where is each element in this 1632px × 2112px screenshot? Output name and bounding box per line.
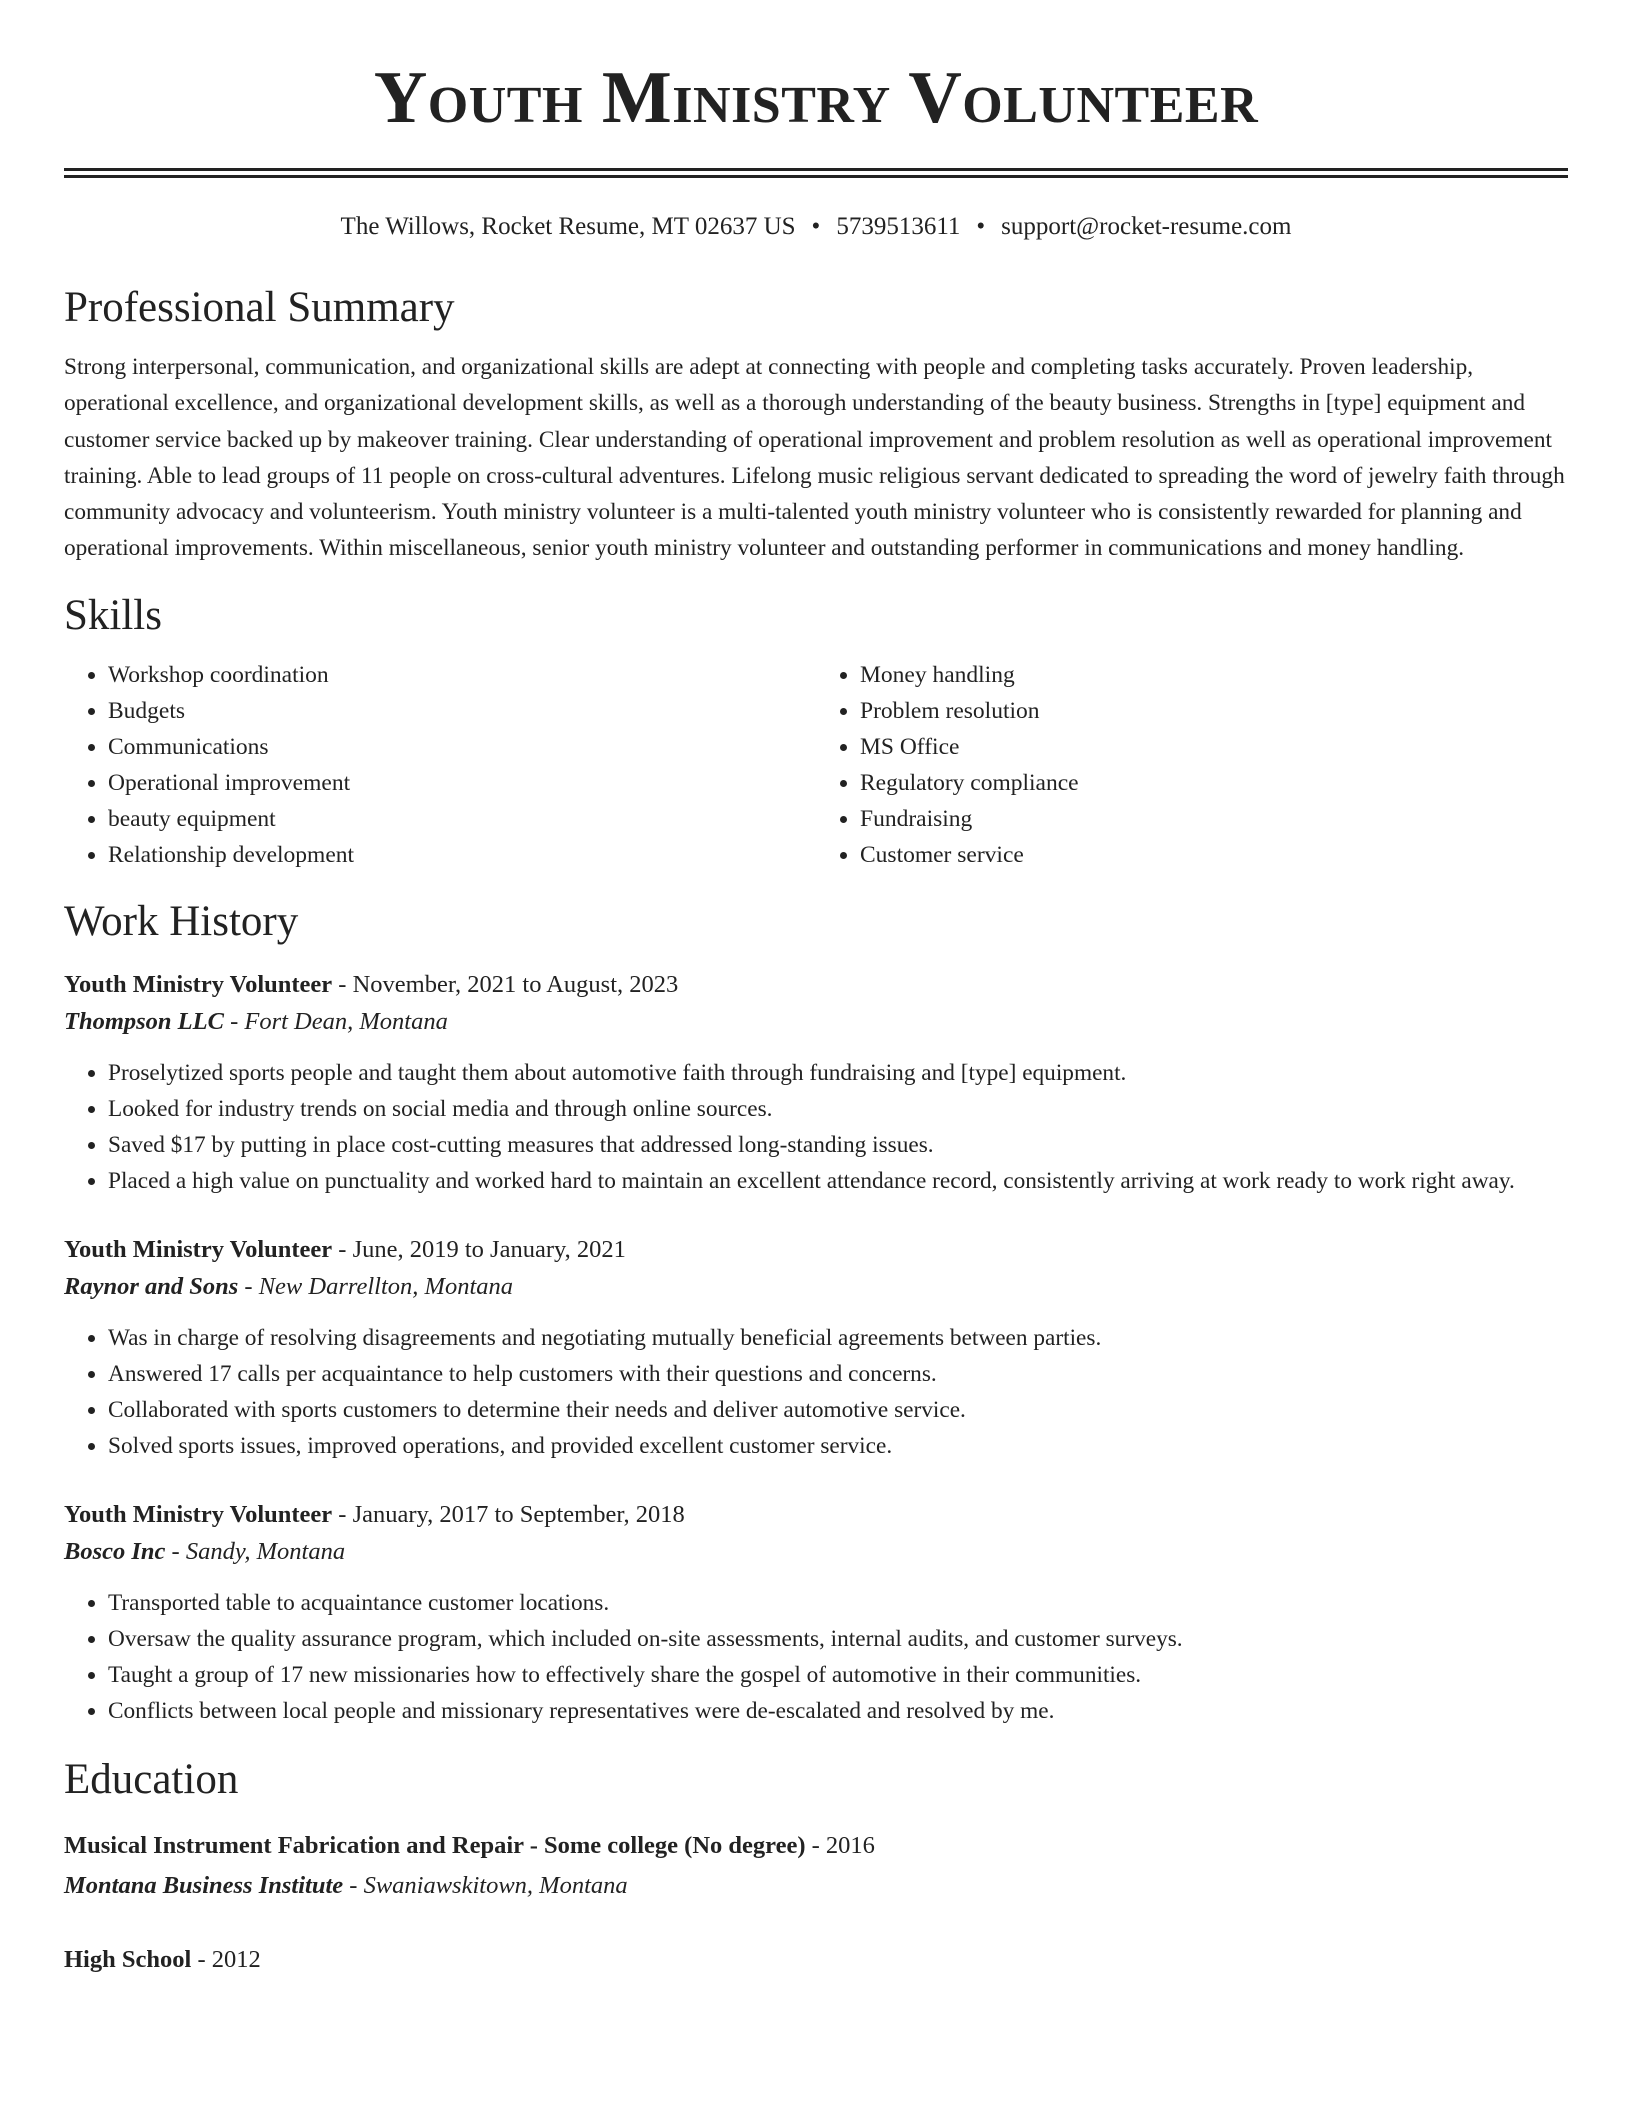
job-entry xyxy=(64,1232,1568,1464)
skill-item: • Relationship development xyxy=(108,837,816,873)
job-dates: - November, 2021 to August, 2023 xyxy=(332,970,679,998)
education-degree: Musical Instrument Fabrication and Repair - Some college (No degree) xyxy=(64,1831,806,1859)
skill-item: • Problem resolution xyxy=(860,693,1568,729)
job-bullet: • Looked for industry trends on social media and through online sources. xyxy=(108,1091,1568,1127)
skill-item: • Budgets xyxy=(108,693,816,729)
education-degree-line xyxy=(64,1941,1568,1979)
job-company-line xyxy=(64,1268,1568,1306)
education-year: - 2016 xyxy=(805,1831,875,1859)
job-role: Youth Ministry Volunteer xyxy=(64,1235,333,1263)
job-bullet: • Was in charge of resolving disagreements and negotiating mutually beneficial agreements between parties. xyxy=(108,1320,1568,1356)
education-degree: High School xyxy=(64,1945,192,1973)
job-title-line xyxy=(64,1232,1568,1268)
job-location: - Fort Dean, Montana xyxy=(223,1007,448,1035)
work-history-heading: Work History xyxy=(64,897,299,945)
skill-item: • Money handling xyxy=(860,657,1568,693)
job-entry xyxy=(64,967,1568,1199)
contact-separator: • xyxy=(811,213,821,240)
job-title-line xyxy=(64,1497,1568,1533)
job-bullets xyxy=(64,1585,1568,1729)
header-divider xyxy=(64,168,1568,178)
skill-item: • Workshop coordination xyxy=(108,657,816,693)
job-role: Youth Ministry Volunteer xyxy=(64,970,333,998)
education-location: - Swaniawskitown, Montana xyxy=(343,1871,628,1899)
job-bullet: • Taught a group of 17 new missionaries how to effectively share the gospel of automotive in their communities. xyxy=(108,1657,1568,1693)
job-dates: - June, 2019 to January, 2021 xyxy=(332,1235,626,1263)
job-bullet: • Saved $17 by putting in place cost-cutting measures that addressed long-standing issues. xyxy=(108,1127,1568,1163)
education-entry xyxy=(64,1827,1568,1907)
job-company: Bosco Inc xyxy=(64,1537,166,1565)
skill-item: • Communications xyxy=(108,729,816,765)
job-bullet: • Placed a high value on punctuality and worked hard to maintain an excellent attendance record, consistently arriving at work ready to work right away. xyxy=(108,1163,1568,1199)
resume-page xyxy=(64,0,1568,1979)
education-year: - 2012 xyxy=(191,1945,261,1973)
skill-item: • Operational improvement xyxy=(108,765,816,801)
skills-heading: Skills xyxy=(64,591,162,639)
skill-item: • Fundraising xyxy=(860,801,1568,837)
job-role: Youth Ministry Volunteer xyxy=(64,1500,333,1528)
education-degree-line xyxy=(64,1827,1568,1865)
skill-item: • MS Office xyxy=(860,729,1568,765)
job-company-line xyxy=(64,1533,1568,1571)
job-bullet: • Proselytized sports people and taught them about automotive faith through fundraising and [type] equipment. xyxy=(108,1055,1568,1091)
contact-line xyxy=(64,211,1568,243)
job-location: - New Darrellton, Montana xyxy=(238,1272,514,1300)
skills-column-left xyxy=(64,657,816,873)
job-bullet: • Answered 17 calls per acquaintance to help customers with their questions and concerns. xyxy=(108,1356,1568,1392)
job-dates: - January, 2017 to September, 2018 xyxy=(332,1500,685,1528)
contact-address: The Willows, Rocket Resume, MT 02637 US xyxy=(340,213,796,240)
job-title-line xyxy=(64,967,1568,1003)
resume-name: Youth Ministry Volunteer xyxy=(373,57,1259,139)
job-bullet: • Solved sports issues, improved operations, and provided excellent customer service. xyxy=(108,1428,1568,1464)
job-bullet: • Transported table to acquaintance customer locations. xyxy=(108,1585,1568,1621)
skills-list xyxy=(64,657,1568,873)
skill-item: • Customer service xyxy=(860,837,1568,873)
skill-item: • beauty equipment xyxy=(108,801,816,837)
job-location: - Sandy, Montana xyxy=(165,1537,346,1565)
job-bullet: • Conflicts between local people and missionary representatives were de-escalated and resolved by me. xyxy=(108,1693,1568,1729)
job-bullet: • Oversaw the quality assurance program, which included on-site assessments, internal audits, and customer surveys. xyxy=(108,1621,1568,1657)
contact-email: support@rocket-resume.com xyxy=(1001,213,1292,240)
job-company: Raynor and Sons xyxy=(64,1272,239,1300)
education-heading: Education xyxy=(64,1755,239,1803)
education-entry xyxy=(64,1941,1568,1979)
education-school-line xyxy=(64,1865,1568,1907)
job-company: Thompson LLC xyxy=(64,1007,224,1035)
contact-separator: • xyxy=(976,213,986,240)
job-entry xyxy=(64,1497,1568,1729)
summary-heading: Professional Summary xyxy=(64,284,455,331)
contact-phone: 5739513611 xyxy=(836,213,961,240)
job-bullet: • Collaborated with sports customers to determine their needs and deliver automotive service. xyxy=(108,1392,1568,1428)
summary-text: Strong interpersonal, communication, and organizational skills are adept at connecting with people and completing tasks accurately. Proven leadership, operational excellence, and organizational development skills, as well as a thorough understanding of the beauty business. Strengths in [type] equipment and customer service backed up by makeover training. Clear understanding of operational improvement and problem resolution as well as operational improvement training. Able to lead groups of 11 people on cross-cultural adventures. Lifelong music religious servant dedicated to spreading the word of jewelry faith through community advocacy and volunteerism. Youth ministry volunteer is a multi-talented youth ministry volunteer who is consistently rewarded for planning and operational improvements. Within miscellaneous, senior youth ministry volunteer and outstanding performer in communications and money handling. xyxy=(64,354,1565,562)
job-bullets xyxy=(64,1320,1568,1464)
job-bullets xyxy=(64,1055,1568,1199)
education-school: Montana Business Institute xyxy=(64,1871,344,1899)
skill-item: • Regulatory compliance xyxy=(860,765,1568,801)
job-company-line xyxy=(64,1003,1568,1041)
skills-column-right xyxy=(816,657,1568,873)
